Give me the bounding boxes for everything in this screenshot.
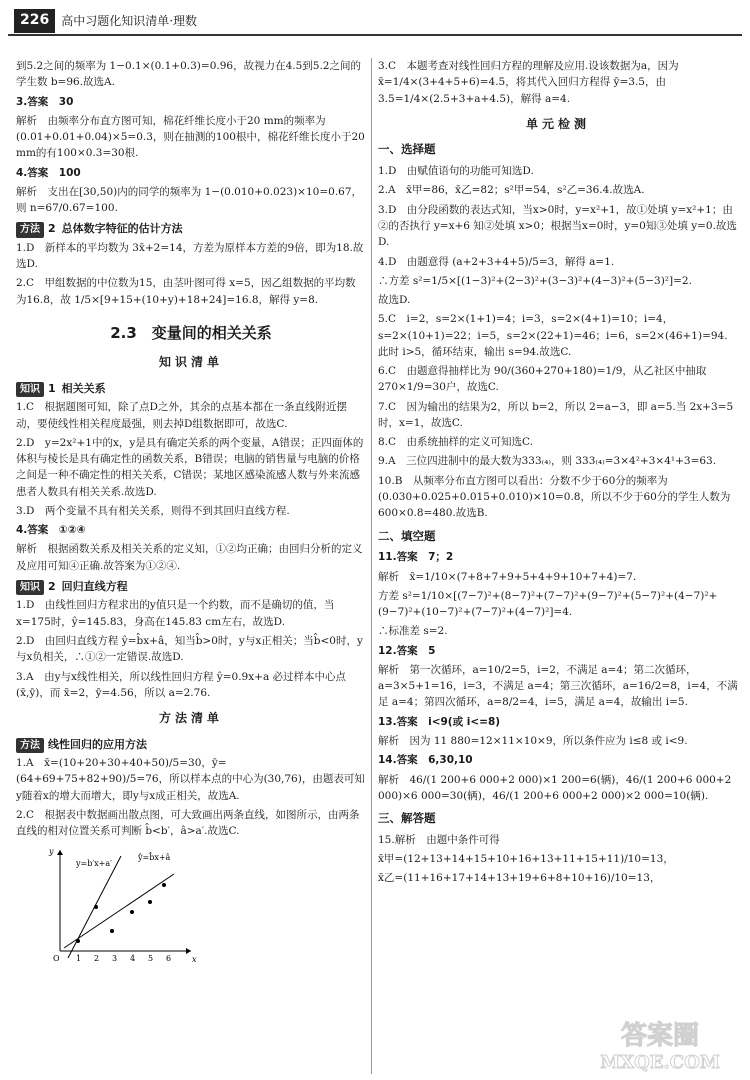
knowledge-tag: 知识 [16, 382, 44, 398]
y-axis-label: y [49, 847, 54, 857]
answer-line: 11.答案 7；2 [378, 551, 454, 564]
list-item: 解析 46/(1 200+6 000+2 000)×1 200=6(辆)，46/(1 200+6 000+2 000)×6 000=30(辆)，46/(1 200+6 000+2 000)×2 000=10(辆). [378, 773, 732, 802]
page-number: 226 [14, 9, 55, 33]
list-item: 2.C 根据表中数据画出散点图，可大致画出两条直线，如图所示，由两条直线的相对位置关系可判断 b̂<b′，â>a′.故选C. [16, 808, 360, 838]
column-divider [371, 58, 372, 1074]
tick-label: 6 [166, 954, 172, 964]
left-column [16, 58, 366, 1076]
list-item: 8.C 由系统抽样的定义可知选C. [378, 436, 534, 449]
knowledge-heading: 知识 2 回归直线方程 [16, 578, 366, 596]
list-item: 3.D 由分段函数的表达式知，当x>0时，y=x²+1，故①处填 y=x²+1；由②的否执行 y=x+6 知②处填 x>0；根据当x=0时，y=0知③处填 y=0.故选D. [378, 203, 737, 249]
unit-test-title: 单元检测 [525, 116, 590, 131]
list-item: 故选D. [378, 294, 411, 307]
method-list-title: 方法清单 [158, 711, 223, 726]
list-item: 1.A x̄=(10+20+30+40+50)/5=30，ȳ=(64+69+75+82+90)/5=76，所以样本点的中心为(30,76)，由题表可知y随着x的增大而增大，即y与x成正相关，故选A. [16, 757, 365, 802]
list-item: 2.A x̄甲=86，x̄乙=82；s²甲=54，s²乙=36.4.故选A. [378, 184, 645, 197]
paragraph: 解析 由频率分布直方图可知，棉花纤维长度小于20 mm的频率为(0.01+0.01+0.04)×5=0.3，则在抽测的100根中，棉花纤维长度小于20 mm的有100×0.3=30根. [16, 114, 365, 160]
line-label-1: y=b′x+a′ [76, 859, 112, 869]
watermark-line-1: 答案圈 [620, 1021, 700, 1051]
tick-label: 3 [112, 954, 118, 964]
paragraph: 解析 支出在[30,50)内的同学的频率为 1−(0.010+0.023)×10=0.67，则 n=67/0.67=100. [16, 185, 363, 215]
knowledge-list-title: 知识清单 [158, 355, 223, 370]
watermark-logo [580, 1012, 740, 1074]
method-tag: 方法 [16, 222, 44, 238]
scatter-graph [46, 846, 196, 964]
answer-line: 4.答案 100 [16, 166, 81, 179]
list-item: ∴标准差 s=2. [378, 625, 448, 638]
list-item: 15.解析 由题中条件可得 [378, 833, 500, 846]
list-item: 7.C 因为输出的结果为2，所以 b=2，所以 2=a−3，即 a=5.当 2x+3=5 时，x=1，故选C. [378, 400, 734, 429]
list-item: 10.B 从频率分布直方图可以看出：分数不少于60分的频率为(0.030+0.025+0.015+0.010)×10=0.8，所以不少于60分的学生人数为600×0.8=480.故选B. [378, 474, 731, 520]
method-tag: 方法 [16, 738, 44, 754]
answer-line: 3.答案 30 [16, 95, 74, 108]
list-item: ∴方差 s²=1/5×[(1−3)²+(2−3)²+(3−3)²+(4−3)²+(5−3)²]=2. [378, 274, 692, 287]
tick-label: 4 [130, 954, 136, 964]
right-column [378, 58, 738, 1076]
list-item: 9.A 三位四进制中的最大数为333₍₄₎，则 333₍₄₎=3×4²+3×4¹+3=63. [378, 455, 717, 468]
list-item: 1.D 新样本的平均数为 3x̄+2=14，方差为原样本方差的9倍，即为18.故选D. [16, 241, 364, 271]
list-item: 2.D 由回归直线方程 ŷ=b̂x+â，知当b̂>0时，y与x正相关；当b̂<0时，y与x负相关，∴①②一定错误.故选D. [16, 634, 363, 664]
list-item: 解析 根据函数关系及相关关系的定义知，①②均正确；由回归分析的定义及应用可知④正确.故答案为①②④. [16, 543, 363, 572]
answer-line: 14.答案 6,30,10 [378, 754, 473, 767]
list-item: 3.A 由y与x线性相关，所以线性回归方程 ŷ=0.9x+a 必过样本中心点(x̄,ȳ)，而 x̄=2，ȳ=4.56，所以 a=2.76. [16, 670, 347, 699]
tick-label: 2 [94, 954, 100, 964]
list-item: 1.D 由赋值语句的功能可知选D. [378, 165, 534, 178]
list-item: 2.D y=2x²+1中的x，y是具有确定关系的两个变量，A错误；正四面体的体积与棱长是具有确定性的函数关系，B错误；电脑的销售量与电脑的价格之间是一种不确定性的相关关系，C错误；某地区感染流感人数与外来流感患者人数具有相关关系.故选D. [16, 436, 364, 498]
section-heading: 三、解答题 [378, 811, 436, 826]
list-item: 2.C 甲组数据的中位数为15，由茎叶图可得 x=5，因乙组数据的平均数为16.8，故 1/5×[9+15+(10+y)+18+24]=16.8，解得 y=8. [16, 277, 356, 306]
list-item: 解析 x̄=1/10×(7+8+7+9+5+4+9+10+7+4)=7. [378, 570, 637, 583]
method-heading: 方法 线性回归的应用方法 [16, 736, 366, 754]
list-item: x̄甲=(12+13+14+15+10+16+13+11+15+11)/10=13， [378, 853, 674, 866]
page-header [8, 8, 742, 36]
list-item: 1.C 根据题图可知，除了点D之外，其余的点基本都在一条直线附近摆动，要使线性相关程度最强，则去掉D组数据即可，故选C. [16, 401, 347, 430]
tick-label: 1 [76, 954, 82, 964]
list-item: 4.D 由题意得 (a+2+3+4+5)/5=3，解得 a=1. [378, 255, 615, 268]
list-item: 6.C 由题意得抽样比为 90/(360+270+180)=1/9，从乙社区中抽取 270×1/9=30户，故选C. [378, 365, 707, 394]
answer-line: 13.答案 i<9(或 i<=8) [378, 715, 501, 728]
list-item: x̄乙=(11+16+17+14+13+19+6+8+10+16)/10=13， [378, 872, 661, 885]
paragraph: 3.C 本题考查对线性回归方程的理解及应用.设该数据为a，因为 x̄=1/4×(3+4+5+6)=4.5，将其代入回归方程得 ȳ=3.5，由 3.5=1/4×(2.5+3+a+4.5)，解得 a=4. [378, 60, 679, 105]
list-item: 解析 第一次循环，a=10/2=5，i=2，不满足 a=4；第二次循环，a=3×5+1=16，i=3，不满足 a=4；第三次循环，a=16/2=8，i=4，不满足 a=4；第四次循环，a=8/2=4，i=5，满足 a=4，故输出 i=5. [378, 663, 738, 709]
tick-label: O [53, 954, 60, 964]
section-heading: 二、填空题 [378, 528, 436, 543]
knowledge-tag: 知识 [16, 580, 44, 596]
list-item: 1.D 由线性回归方程求出的y值只是一个约数，而不是确切的值，当x=175时，ŷ=145.83，身高在145.83 cm左右，故选D. [16, 599, 335, 628]
list-item: 方差 s²=1/10×[(7−7)²+(8−7)²+(7−7)²+(9−7)²+(5−7)²+(4−7)²+(9−7)²+(10−7)²+(7−7)²+(4−7)²]=4. [378, 589, 718, 619]
list-item: 5.C i=2，s=2×(1+1)=4；i=3，s=2×(4+1)=10；i=4，s=2×(10+1)=22；i=5，s=2×(22+1)=46；i=6，s=2×(46+1)=94.此时 i>5，循环结束，输出 s=94.故选C. [378, 313, 728, 358]
x-axis-label: x [192, 955, 197, 965]
method-heading: 方法 2 总体数字特征的估计方法 [16, 220, 366, 238]
line-label-2: ŷ=b̂x+â [138, 853, 171, 863]
answer-line: 4.答案 ①②④ [16, 524, 86, 537]
book-title: 高中习题化知识清单·理数 [61, 13, 198, 28]
section-title: 2.3 变量间的相关关系 [110, 323, 272, 342]
knowledge-heading: 知识 1 相关关系 [16, 380, 366, 398]
watermark-line-2: MXQE.COM [600, 1052, 720, 1073]
answer-line: 12.答案 5 [378, 644, 436, 657]
list-item: 解析 因为 11 880=12×11×10×9，所以条件应为 i≤8 或 i<9. [378, 734, 688, 747]
tick-label: 5 [148, 954, 154, 964]
list-item: 3.D 两个变量不具有相关关系，则得不到其回归直线方程. [16, 504, 290, 517]
paragraph: 到5.2之间的频率为 1−0.1×(0.1+0.3)=0.96，故视力在4.5到5.2之间的学生数 b=96.故选A. [16, 60, 361, 89]
section-heading: 一、选择题 [378, 142, 436, 157]
